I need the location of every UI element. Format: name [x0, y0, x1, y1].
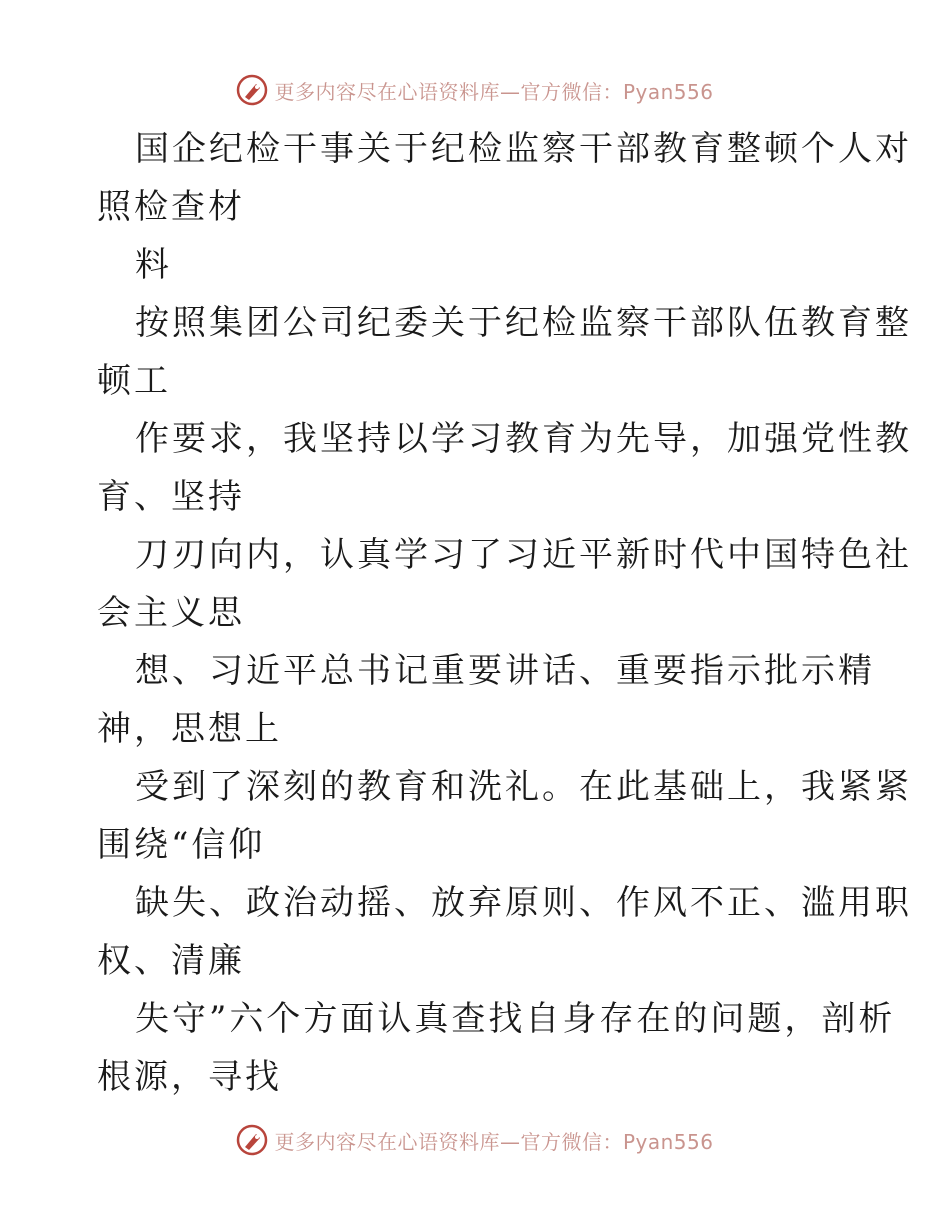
text-line: 照检查材 — [97, 187, 245, 227]
text-line: 育、坚持 — [97, 477, 245, 517]
watermark-text: 更多内容尽在心语资料库—官方微信：Pyan556 — [274, 1129, 714, 1154]
text-line: 刀刃向内，认真学习了习近平新时代中国特色社 — [135, 535, 912, 575]
text-line: 围绕“信仰 — [97, 825, 266, 865]
text-line: 国企纪检干事关于纪检监察干部教育整顿个人对 — [135, 129, 912, 169]
watermark-text: 更多内容尽在心语资料库—官方微信：Pyan556 — [274, 79, 714, 104]
text-line: 按照集团公司纪委关于纪检监察干部队伍教育整 — [135, 303, 912, 343]
text-line: 缺失、政治动摇、放弃原则、作风不正、滥用职 — [135, 883, 912, 923]
pen-logo-icon — [236, 1124, 268, 1156]
header-watermark — [0, 70, 950, 110]
text-line: 作要求，我坚持以学习教育为先导，加强党性教 — [135, 419, 912, 459]
text-line: 想、习近平总书记重要讲话、重要指示批示精 — [135, 651, 875, 691]
text-line: 失守”六个方面认真查找自身存在的问题，剖析 — [135, 999, 896, 1039]
text-line: 会主义思 — [97, 593, 245, 633]
text-line: 神，思想上 — [97, 709, 282, 749]
text-line: 顿工 — [97, 361, 171, 401]
text-line: 受到了深刻的教育和洗礼。在此基础上，我紧紧 — [135, 767, 912, 807]
text-line: 料 — [135, 245, 172, 285]
text-line: 权、清廉 — [97, 941, 245, 981]
text-line: 根源，寻找 — [97, 1057, 282, 1097]
pen-logo-icon — [236, 74, 268, 106]
footer-watermark — [0, 1120, 950, 1160]
